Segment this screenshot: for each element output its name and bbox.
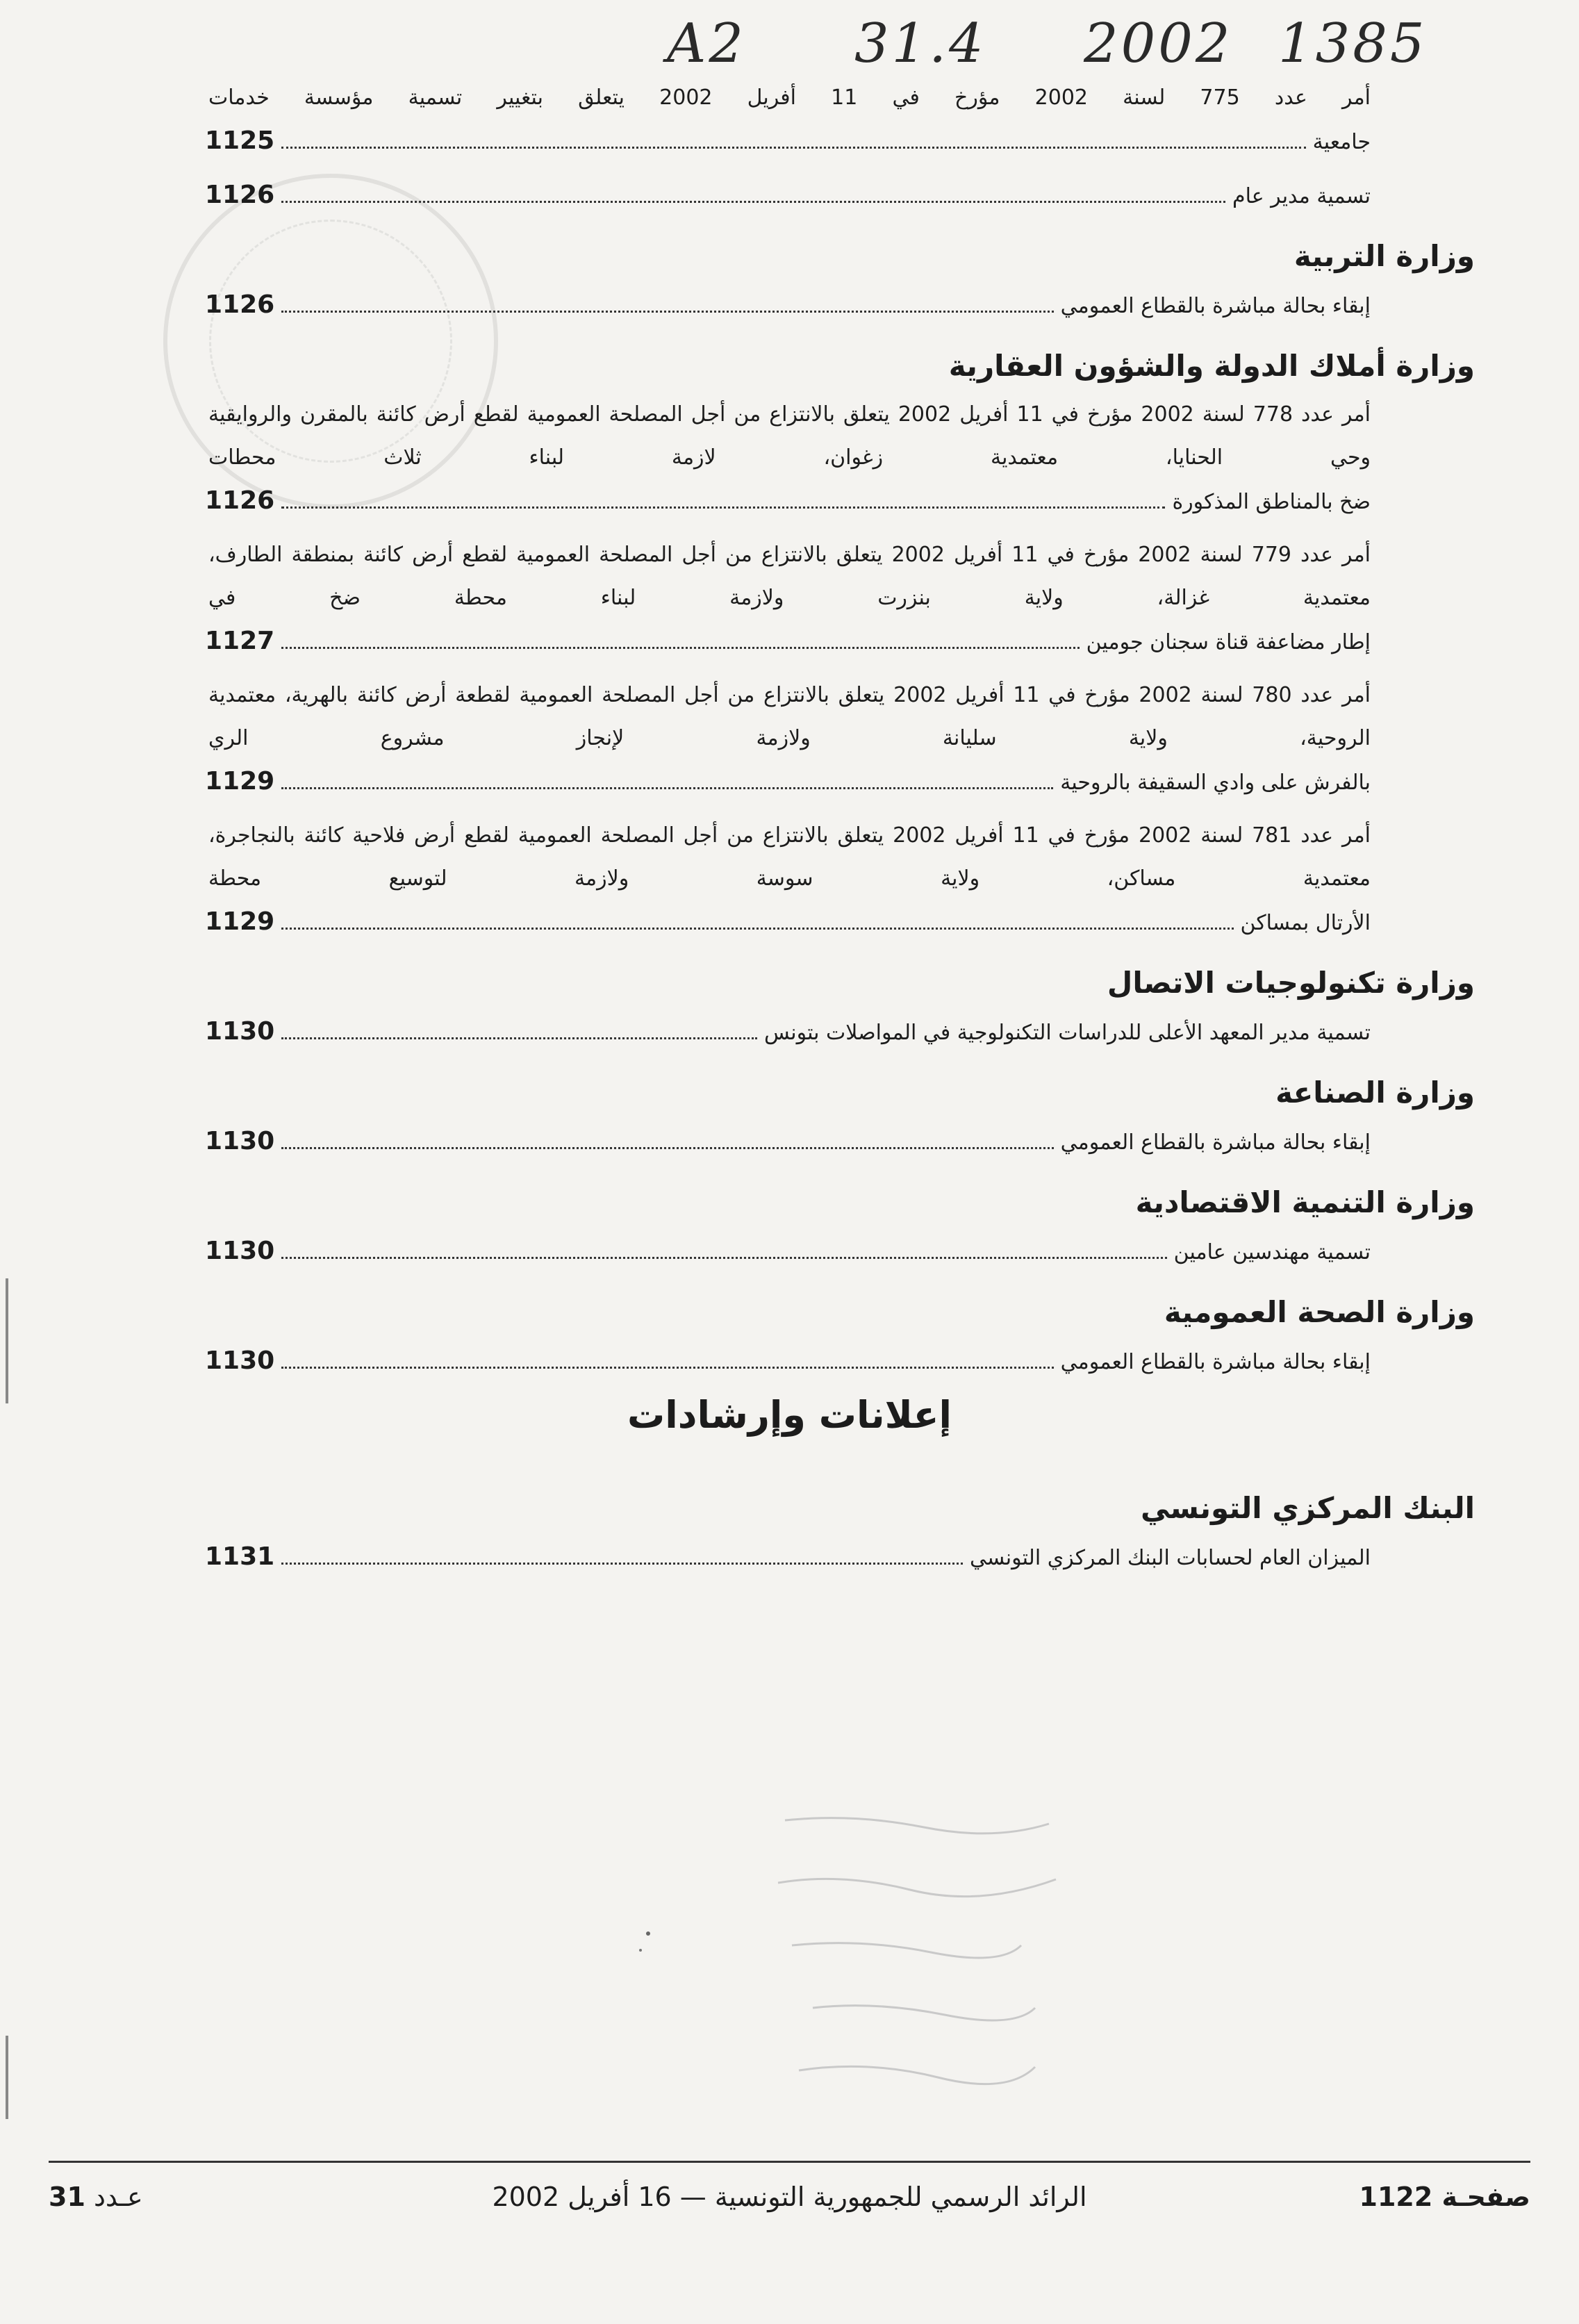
toc-entry-last-line: تسمية مدير المعهد الأعلى للدراسات التكنولوجية في المواصلات بتونس [764,1021,1371,1045]
toc-entry [205,534,1371,664]
toc-entry [205,174,1371,218]
toc-entry-page: 1127 [205,627,275,655]
spacer [208,1274,1371,1284]
toc-entry-page: 1130 [205,1017,275,1046]
dot-leader [281,311,1053,313]
spacer [208,664,1371,674]
toc-entry-text: أمر عدد 781 لسنة 2002 مؤرخ في 11 أفريل 2002 يتعلق بالانتزاع من أجل المصلحة العمومية لقطع أرض فلاحية كائنة بالنجاجرة، معتمدية مساكن، ولاية سوسة ولازمة لتوسيع محطة [208,823,1371,891]
toc-entry-last-line: جامعية [1312,130,1371,154]
dot-leader [281,1037,757,1039]
toc-entry [205,283,1371,328]
handwritten-number: 1385 [1278,13,1428,75]
ministry-heading: وزارة تكنولوجيات الاتصال [1107,966,1475,1000]
dot-leader [281,928,1233,930]
bank-heading: البنك المركزي التونسي [1141,1491,1475,1525]
footer-issue-number: 31 [49,2182,85,2212]
announcements-title: إعلانات وإرشادات [627,1393,952,1437]
toc-entry-last-line: الأرتال بمساكن [1240,911,1371,935]
ministry-heading: وزارة الصناعة [1275,1076,1475,1110]
handwritten-date-year: 2002 [1084,13,1233,75]
ministry-heading: وزارة الصحة العمومية [1164,1295,1475,1329]
toc-entry [205,1230,1371,1274]
footer-page-number: 1122 [1359,2182,1433,2212]
spacer [208,218,1371,228]
spacer [208,1164,1371,1174]
scan-edge-mark [6,2036,8,2119]
scan-edge-mark [6,1278,8,1403]
bank-entry-page: 1131 [205,1542,275,1571]
dot-leader [281,506,1165,509]
toc-entry-text: أمر عدد 780 لسنة 2002 مؤرخ في 11 أفريل 2002 يتعلق بالانتزاع من أجل المصلحة العمومية لقطعة أرض كائنة بالهرية، معتمدية الروحية، ولاية سليانة ولازمة لإنجاز مشروع الري [208,683,1371,750]
table-of-contents [205,76,1475,1394]
toc-entry-page: 1130 [205,1127,275,1155]
dot-leader [281,1257,1166,1259]
toc-entry-page: 1125 [205,126,275,155]
toc-entry-page: 1129 [205,767,275,796]
toc-entry [205,1340,1371,1384]
bank-section [205,1480,1475,1580]
toc-entry-page: 1130 [205,1346,275,1375]
toc-entry-last-line: إبقاء بحالة مباشرة بالقطاع العمومي [1060,1130,1371,1155]
dot-leader [281,1367,1053,1369]
faded-handwriting [771,1806,1063,2098]
dot-leader [281,1563,963,1565]
spacer [208,805,1371,814]
spacer [208,328,1371,338]
toc-entry [205,1010,1371,1055]
toc-entry-last-line: إبقاء بحالة مباشرة بالقطاع العمومي [1060,1350,1371,1374]
toc-entry-page: 1129 [205,907,275,936]
ministry-heading: وزارة التربية [1293,239,1475,273]
toc-entry [205,393,1371,524]
bank-entry-text: الميزان العام لحسابات البنك المركزي التونسي [970,1546,1371,1570]
toc-entry [205,76,1371,164]
footer-page-label: صفحـة [1441,2182,1530,2212]
toc-entry-page: 1126 [205,181,275,209]
spacer [208,524,1371,534]
footer-rule [49,2161,1530,2163]
dot-leader [281,201,1225,203]
spacer [208,1384,1371,1394]
spacer [208,945,1371,955]
toc-entry-last-line: تسمية مدير عام [1232,184,1371,208]
dot-leader [281,647,1079,649]
toc-entry-page: 1126 [205,486,275,515]
handwritten-date-day: 31.4 [854,13,986,75]
footer-title: الرائد الرسمي للجمهورية التونسية — 16 أفريل 2002 [492,2182,1087,2212]
dot-leader [281,787,1053,789]
toc-entry-text: أمر عدد 775 لسنة 2002 مؤرخ في 11 أفريل 2002 يتعلق بتغيير تسمية مؤسسة خدمات [208,85,1371,110]
spacer [208,164,1371,174]
toc-entry-last-line: تسمية مهندسين عامين [1173,1240,1371,1264]
toc-entry-last-line: بالفرش على وادي السقيفة بالروحية [1060,770,1371,795]
toc-entry-last-line: ضخ بالمناطق المذكورة [1172,490,1371,514]
page-footer [49,2182,1530,2230]
ministry-heading: وزارة التنمية الاقتصادية [1135,1185,1475,1219]
toc-entry-page: 1130 [205,1237,275,1265]
dot-leader [281,147,1305,149]
toc-entry [205,674,1371,805]
toc-entry [205,814,1371,945]
toc-entry-page: 1126 [205,290,275,319]
toc-entry-last-line: إبقاء بحالة مباشرة بالقطاع العمومي [1060,294,1371,318]
ink-dot [646,1931,650,1936]
footer-issue [49,2182,143,2212]
dot-leader [281,1147,1053,1149]
ministry-heading: وزارة أملاك الدولة والشؤون العقارية [948,349,1475,383]
toc-entry-text: أمر عدد 779 لسنة 2002 مؤرخ في 11 أفريل 2002 يتعلق بالانتزاع من أجل المصلحة العمومية لقطع أرض كائنة بمنطقة الطارف، معتمدية غزالة، ولاية بنزرت ولازمة لبناء محطة ضخ في [208,543,1371,610]
spacer [208,1055,1371,1064]
bank-entry [205,1535,1371,1580]
toc-entry-text: أمر عدد 778 لسنة 2002 مؤرخ في 11 أفريل 2002 يتعلق بالانتزاع من أجل المصلحة العمومية لقطع أرض كائنة بالمقرن والروايقية وحي الحنايا، معتمدية زغوان، لازمة لبناء ثلاث محطات [208,402,1371,470]
toc-entry-last-line: إطار مضاعفة قناة سجنان جومين [1086,630,1371,654]
toc-entry [205,1120,1371,1164]
handwritten-ref: A2 [667,13,746,75]
footer-issue-label: عـدد [93,2182,143,2212]
ink-dot [639,1949,642,1952]
